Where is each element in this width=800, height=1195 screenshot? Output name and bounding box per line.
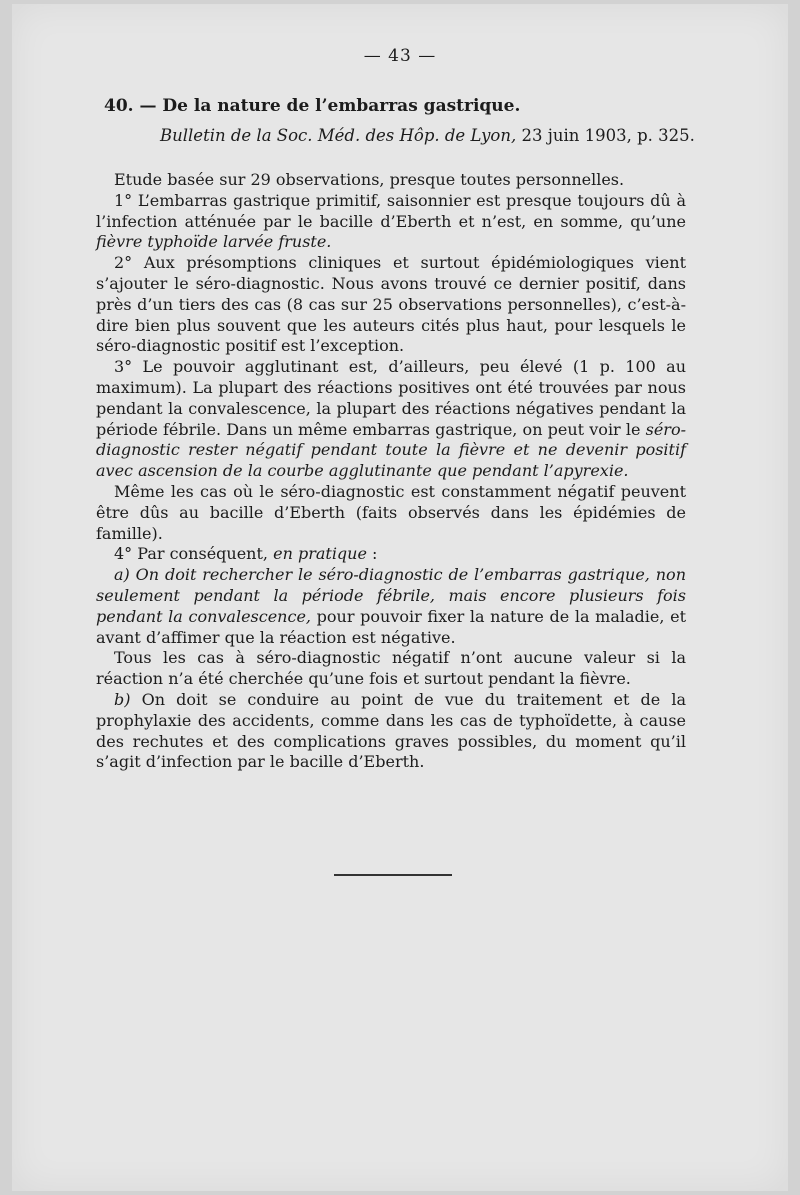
paragraph-3-text: 3° Le pouvoir agglutinant est, d’ailleurs, peu élevé (1 p. 100 au maximum). La plupart des réactions positives ont été trouvées par nous pendant la convalescence, la plupart des réactions négatives pendant la période fébrile. Dans un même embarras gastrique, on peut voir le	[96, 357, 686, 439]
paragraph-b	[96, 690, 686, 773]
paragraph-1-emphasis: fièvre typhoïde larvée fruste.	[96, 232, 332, 252]
entry-citation	[160, 126, 695, 145]
paragraph-1	[96, 191, 686, 253]
paragraph-b-text: On doit se conduire au point de vue du traitement et de la prophylaxie des accidents, comme dans les cas de typhoïdette, à cause des rechutes et des complications graves possibles, du moment qu’il s’agit d’infection par le bacille d’Eberth.	[96, 689, 686, 772]
entry-title: 40. — De la nature de l’embarras gastrique.	[104, 96, 521, 116]
entry-body	[96, 170, 686, 773]
paragraph-a-marker: a)	[114, 565, 136, 585]
paragraph-a-text: pour pouvoir fixer la nature de la maladie, et avant d’affimer que la réaction est négative.	[96, 606, 686, 647]
paragraph-3-emphasis: séro-diagnostic rester négatif pendant toute la fièvre et ne devenir positif avec ascension de la courbe agglutinante que pendant l’apyrexie.	[96, 419, 686, 481]
paragraph-4: Même les cas où le séro-diagnostic est constamment négatif peuvent être dûs au bacille d’Eberth (faits observés dans les épidémies de famille).	[96, 481, 686, 543]
end-rule	[334, 874, 452, 876]
paragraph-1-text: 1° L’embarras gastrique primitif, saisonnier est presque toujours dû à l’infection atténuée par le bacille d’Eberth et n’est, en somme, qu’une	[96, 190, 686, 231]
page-number: — 43 —	[363, 46, 437, 66]
paragraph-5-emphasis: en pratique	[273, 544, 367, 564]
paragraph-3	[96, 357, 686, 482]
paragraph-5-colon: :	[366, 544, 378, 564]
paragraph-5	[96, 544, 686, 565]
paragraph-2: 2° Aux présomptions cliniques et surtout épidémiologiques vient s’ajouter le séro-diagnostic. Nous avons trouvé ce dernier positif, dans près d’un tiers des cas (8 cas sur 25 observations personnelles), c’est-à-dire bien plus souvent que les auteurs cités plus haut, pour lesquels le séro-diagnostic positif est l’exception.	[96, 253, 686, 356]
paragraph-a	[96, 565, 686, 648]
paragraph-intro: Etude basée sur 29 observations, presque toutes personnelles.	[114, 170, 625, 189]
paragraph-5-text: 4° Par conséquent,	[114, 544, 274, 564]
paragraph-b-marker: b)	[114, 689, 142, 709]
citation-date-page: 23 juin 1903, p. 325.	[516, 126, 695, 145]
citation-journal: Bulletin de la Soc. Méd. des Hôp. de Lyon,	[160, 126, 517, 145]
paragraph-6: Tous les cas à séro-diagnostic négatif n’ont aucune valeur si la réaction n’a été cherchée qu’une fois et surtout pendant la fièvre.	[96, 648, 686, 689]
paragraph-a-emphasis: On doit rechercher le séro-diagnostic de l’embarras gastrique, non seulement pendant la période fébrile, mais encore plusieurs fois pendant la convalescence,	[96, 565, 686, 626]
